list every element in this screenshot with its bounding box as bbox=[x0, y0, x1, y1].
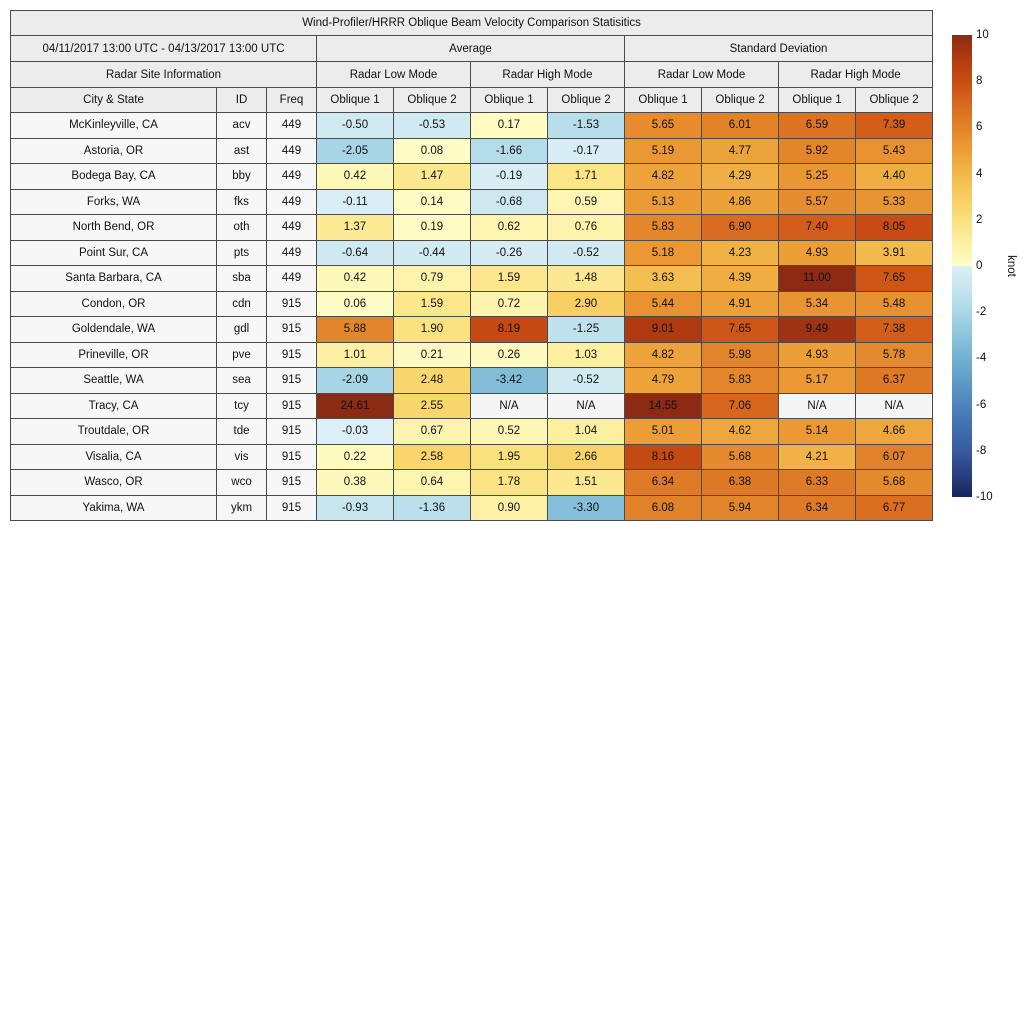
value-cell: 5.68 bbox=[702, 444, 779, 470]
city-cell: Visalia, CA bbox=[11, 444, 217, 470]
value-cell: 5.33 bbox=[856, 189, 933, 215]
value-cell: 5.34 bbox=[779, 291, 856, 317]
freq-cell: 915 bbox=[267, 419, 317, 445]
group-header-standard-deviation: Standard Deviation bbox=[625, 36, 933, 62]
city-cell: Yakima, WA bbox=[11, 495, 217, 521]
value-cell: 3.91 bbox=[856, 240, 933, 266]
value-cell: 4.40 bbox=[856, 164, 933, 190]
value-cell: 5.83 bbox=[702, 368, 779, 394]
value-cell: 5.18 bbox=[625, 240, 702, 266]
value-cell: 4.93 bbox=[779, 342, 856, 368]
value-cell: 1.78 bbox=[471, 470, 548, 496]
value-cell: 5.83 bbox=[625, 215, 702, 241]
value-cell: 9.49 bbox=[779, 317, 856, 343]
value-cell: N/A bbox=[548, 393, 625, 419]
table-row bbox=[11, 393, 933, 419]
value-cell: 0.59 bbox=[548, 189, 625, 215]
value-cell: -0.52 bbox=[548, 240, 625, 266]
value-cell: 0.79 bbox=[394, 266, 471, 292]
colorbar-tick-label: 8 bbox=[976, 75, 983, 88]
id-cell: oth bbox=[217, 215, 267, 241]
value-cell: 4.79 bbox=[625, 368, 702, 394]
city-cell: Troutdale, OR bbox=[11, 419, 217, 445]
freq-cell: 915 bbox=[267, 470, 317, 496]
id-cell: tcy bbox=[217, 393, 267, 419]
value-cell: 1.51 bbox=[548, 470, 625, 496]
table-row bbox=[11, 291, 933, 317]
city-cell: Bodega Bay, CA bbox=[11, 164, 217, 190]
freq-cell: 449 bbox=[267, 240, 317, 266]
value-cell: 4.77 bbox=[702, 138, 779, 164]
value-cell: -0.03 bbox=[317, 419, 394, 445]
value-cell: 4.82 bbox=[625, 342, 702, 368]
value-cell: 0.17 bbox=[471, 113, 548, 139]
colorbar-tick-label: 0 bbox=[976, 260, 983, 272]
date-range: 04/11/2017 13:00 UTC - 04/13/2017 13:00 UTC bbox=[11, 36, 317, 62]
value-cell: 4.23 bbox=[702, 240, 779, 266]
table-row bbox=[11, 317, 933, 343]
value-cell: -0.50 bbox=[317, 113, 394, 139]
value-cell: 9.01 bbox=[625, 317, 702, 343]
value-cell: -1.66 bbox=[471, 138, 548, 164]
id-cell: bby bbox=[217, 164, 267, 190]
column-header-oblique: Oblique 1 bbox=[779, 88, 856, 113]
value-cell: 8.16 bbox=[625, 444, 702, 470]
value-cell: 0.22 bbox=[317, 444, 394, 470]
column-header-city-state: City & State bbox=[11, 88, 217, 113]
value-cell: 4.21 bbox=[779, 444, 856, 470]
value-cell: 5.65 bbox=[625, 113, 702, 139]
table-row bbox=[11, 113, 933, 139]
value-cell: N/A bbox=[471, 393, 548, 419]
value-cell: 4.39 bbox=[702, 266, 779, 292]
column-header-id: ID bbox=[217, 88, 267, 113]
mode-header-std-high: Radar High Mode bbox=[779, 62, 933, 88]
city-cell: Condon, OR bbox=[11, 291, 217, 317]
freq-cell: 449 bbox=[267, 215, 317, 241]
value-cell: 0.14 bbox=[394, 189, 471, 215]
mode-header-avg-low: Radar Low Mode bbox=[317, 62, 471, 88]
table-row bbox=[11, 342, 933, 368]
value-cell: 1.48 bbox=[548, 266, 625, 292]
city-cell: Forks, WA bbox=[11, 189, 217, 215]
value-cell: 5.98 bbox=[702, 342, 779, 368]
value-cell: N/A bbox=[856, 393, 933, 419]
value-cell: -0.26 bbox=[471, 240, 548, 266]
value-cell: -0.17 bbox=[548, 138, 625, 164]
city-cell: Tracy, CA bbox=[11, 393, 217, 419]
value-cell: -1.53 bbox=[548, 113, 625, 139]
value-cell: -2.09 bbox=[317, 368, 394, 394]
id-cell: sba bbox=[217, 266, 267, 292]
value-cell: 4.93 bbox=[779, 240, 856, 266]
freq-cell: 449 bbox=[267, 138, 317, 164]
id-cell: pve bbox=[217, 342, 267, 368]
colorbar-tick-label: 4 bbox=[976, 167, 983, 180]
value-cell: -0.52 bbox=[548, 368, 625, 394]
freq-cell: 915 bbox=[267, 291, 317, 317]
value-cell: 0.72 bbox=[471, 291, 548, 317]
value-cell: 5.17 bbox=[779, 368, 856, 394]
value-cell: 7.40 bbox=[779, 215, 856, 241]
value-cell: 7.65 bbox=[702, 317, 779, 343]
city-cell: Goldendale, WA bbox=[11, 317, 217, 343]
id-cell: vis bbox=[217, 444, 267, 470]
value-cell: 0.08 bbox=[394, 138, 471, 164]
value-cell: 5.25 bbox=[779, 164, 856, 190]
value-cell: 5.88 bbox=[317, 317, 394, 343]
city-cell: Santa Barbara, CA bbox=[11, 266, 217, 292]
colorbar-tick-label: -4 bbox=[976, 352, 987, 365]
value-cell: 4.29 bbox=[702, 164, 779, 190]
value-cell: 1.59 bbox=[394, 291, 471, 317]
id-cell: acv bbox=[217, 113, 267, 139]
value-cell: 2.66 bbox=[548, 444, 625, 470]
value-cell: 24.61 bbox=[317, 393, 394, 419]
id-cell: sea bbox=[217, 368, 267, 394]
value-cell: 0.67 bbox=[394, 419, 471, 445]
table-row bbox=[11, 189, 933, 215]
value-cell: 5.94 bbox=[702, 495, 779, 521]
city-cell: McKinleyville, CA bbox=[11, 113, 217, 139]
table-row bbox=[11, 368, 933, 394]
column-header-oblique: Oblique 2 bbox=[702, 88, 779, 113]
group-header-radar-site-info: Radar Site Information bbox=[11, 62, 317, 88]
colorbar-tick-label: -10 bbox=[976, 491, 993, 503]
value-cell: 0.76 bbox=[548, 215, 625, 241]
value-cell: 6.33 bbox=[779, 470, 856, 496]
table-row bbox=[11, 138, 933, 164]
id-cell: cdn bbox=[217, 291, 267, 317]
value-cell: 8.05 bbox=[856, 215, 933, 241]
city-cell: Point Sur, CA bbox=[11, 240, 217, 266]
value-cell: 1.04 bbox=[548, 419, 625, 445]
value-cell: 1.59 bbox=[471, 266, 548, 292]
freq-cell: 915 bbox=[267, 444, 317, 470]
value-cell: 7.39 bbox=[856, 113, 933, 139]
colorbar-gradient bbox=[952, 35, 972, 497]
value-cell: 5.14 bbox=[779, 419, 856, 445]
value-cell: 1.01 bbox=[317, 342, 394, 368]
value-cell: -0.11 bbox=[317, 189, 394, 215]
colorbar-tick-label: -6 bbox=[976, 398, 987, 411]
value-cell: 14.55 bbox=[625, 393, 702, 419]
value-cell: 1.95 bbox=[471, 444, 548, 470]
mode-header-avg-high: Radar High Mode bbox=[471, 62, 625, 88]
value-cell: 6.08 bbox=[625, 495, 702, 521]
value-cell: 6.07 bbox=[856, 444, 933, 470]
value-cell: 5.68 bbox=[856, 470, 933, 496]
value-cell: 6.77 bbox=[856, 495, 933, 521]
column-header-oblique: Oblique 1 bbox=[471, 88, 548, 113]
value-cell: 0.21 bbox=[394, 342, 471, 368]
value-cell: 1.71 bbox=[548, 164, 625, 190]
value-cell: 0.19 bbox=[394, 215, 471, 241]
value-cell: 0.42 bbox=[317, 164, 394, 190]
mode-header-std-low: Radar Low Mode bbox=[625, 62, 779, 88]
column-header-oblique: Oblique 2 bbox=[394, 88, 471, 113]
value-cell: 7.06 bbox=[702, 393, 779, 419]
value-cell: 6.01 bbox=[702, 113, 779, 139]
value-cell: -0.44 bbox=[394, 240, 471, 266]
value-cell: 7.65 bbox=[856, 266, 933, 292]
value-cell: -0.68 bbox=[471, 189, 548, 215]
column-header-oblique: Oblique 1 bbox=[625, 88, 702, 113]
colorbar-tick-label: 6 bbox=[976, 121, 983, 134]
column-header-oblique: Oblique 2 bbox=[548, 88, 625, 113]
table-row bbox=[11, 444, 933, 470]
value-cell: 4.91 bbox=[702, 291, 779, 317]
value-cell: 3.63 bbox=[625, 266, 702, 292]
value-cell: 5.78 bbox=[856, 342, 933, 368]
value-cell: 6.38 bbox=[702, 470, 779, 496]
value-cell: -1.25 bbox=[548, 317, 625, 343]
value-cell: -0.64 bbox=[317, 240, 394, 266]
colorbar-unit-label: knot bbox=[1005, 255, 1017, 277]
value-cell: 2.48 bbox=[394, 368, 471, 394]
value-cell: 6.59 bbox=[779, 113, 856, 139]
column-header-oblique: Oblique 2 bbox=[856, 88, 933, 113]
colorbar-tick-label: -2 bbox=[976, 306, 987, 319]
group-header-average: Average bbox=[317, 36, 625, 62]
value-cell: 2.55 bbox=[394, 393, 471, 419]
value-cell: 5.01 bbox=[625, 419, 702, 445]
city-cell: Wasco, OR bbox=[11, 470, 217, 496]
value-cell: 2.58 bbox=[394, 444, 471, 470]
value-cell: 5.13 bbox=[625, 189, 702, 215]
value-cell: 5.48 bbox=[856, 291, 933, 317]
value-cell: -0.53 bbox=[394, 113, 471, 139]
value-cell: 11.00 bbox=[779, 266, 856, 292]
value-cell: 5.44 bbox=[625, 291, 702, 317]
value-cell: 0.64 bbox=[394, 470, 471, 496]
table-row bbox=[11, 470, 933, 496]
colorbar-tick-label: 2 bbox=[976, 213, 983, 226]
value-cell: 2.90 bbox=[548, 291, 625, 317]
freq-cell: 915 bbox=[267, 495, 317, 521]
value-cell: 4.66 bbox=[856, 419, 933, 445]
statistics-table bbox=[10, 10, 933, 521]
value-cell: -0.19 bbox=[471, 164, 548, 190]
value-cell: 6.34 bbox=[625, 470, 702, 496]
id-cell: ast bbox=[217, 138, 267, 164]
value-cell: 0.62 bbox=[471, 215, 548, 241]
id-cell: gdl bbox=[217, 317, 267, 343]
value-cell: 5.19 bbox=[625, 138, 702, 164]
id-cell: ykm bbox=[217, 495, 267, 521]
freq-cell: 449 bbox=[267, 164, 317, 190]
column-header-oblique: Oblique 1 bbox=[317, 88, 394, 113]
freq-cell: 915 bbox=[267, 393, 317, 419]
colorbar-tick-label: -8 bbox=[976, 444, 987, 457]
value-cell: -0.93 bbox=[317, 495, 394, 521]
table-row bbox=[11, 266, 933, 292]
value-cell: 6.90 bbox=[702, 215, 779, 241]
table-row bbox=[11, 495, 933, 521]
city-cell: North Bend, OR bbox=[11, 215, 217, 241]
value-cell: 0.38 bbox=[317, 470, 394, 496]
freq-cell: 449 bbox=[267, 189, 317, 215]
value-cell: 1.90 bbox=[394, 317, 471, 343]
value-cell: 7.38 bbox=[856, 317, 933, 343]
table-row bbox=[11, 215, 933, 241]
value-cell: 8.19 bbox=[471, 317, 548, 343]
freq-cell: 915 bbox=[267, 368, 317, 394]
id-cell: pts bbox=[217, 240, 267, 266]
freq-cell: 449 bbox=[267, 113, 317, 139]
value-cell: 5.57 bbox=[779, 189, 856, 215]
column-header-freq: Freq bbox=[267, 88, 317, 113]
figure-title: Wind-Profiler/HRRR Oblique Beam Velocity Comparison Statisitics bbox=[11, 11, 933, 36]
table-row bbox=[11, 164, 933, 190]
freq-cell: 915 bbox=[267, 317, 317, 343]
id-cell: wco bbox=[217, 470, 267, 496]
value-cell: N/A bbox=[779, 393, 856, 419]
value-cell: 0.52 bbox=[471, 419, 548, 445]
value-cell: 0.90 bbox=[471, 495, 548, 521]
value-cell: 1.37 bbox=[317, 215, 394, 241]
city-cell: Astoria, OR bbox=[11, 138, 217, 164]
value-cell: 6.34 bbox=[779, 495, 856, 521]
colorbar-tick-label: 10 bbox=[976, 29, 989, 41]
id-cell: tde bbox=[217, 419, 267, 445]
table-row bbox=[11, 419, 933, 445]
value-cell: 4.62 bbox=[702, 419, 779, 445]
value-cell: 0.42 bbox=[317, 266, 394, 292]
value-cell: 5.92 bbox=[779, 138, 856, 164]
value-cell: 0.06 bbox=[317, 291, 394, 317]
value-cell: -2.05 bbox=[317, 138, 394, 164]
value-cell: 5.43 bbox=[856, 138, 933, 164]
id-cell: fks bbox=[217, 189, 267, 215]
value-cell: 0.26 bbox=[471, 342, 548, 368]
value-cell: -1.36 bbox=[394, 495, 471, 521]
table-row bbox=[11, 240, 933, 266]
freq-cell: 915 bbox=[267, 342, 317, 368]
value-cell: 6.37 bbox=[856, 368, 933, 394]
value-cell: 4.86 bbox=[702, 189, 779, 215]
value-cell: 4.82 bbox=[625, 164, 702, 190]
city-cell: Prineville, OR bbox=[11, 342, 217, 368]
city-cell: Seattle, WA bbox=[11, 368, 217, 394]
value-cell: 1.03 bbox=[548, 342, 625, 368]
table-body bbox=[11, 113, 933, 521]
value-cell: 1.47 bbox=[394, 164, 471, 190]
freq-cell: 449 bbox=[267, 266, 317, 292]
value-cell: -3.30 bbox=[548, 495, 625, 521]
value-cell: -3.42 bbox=[471, 368, 548, 394]
